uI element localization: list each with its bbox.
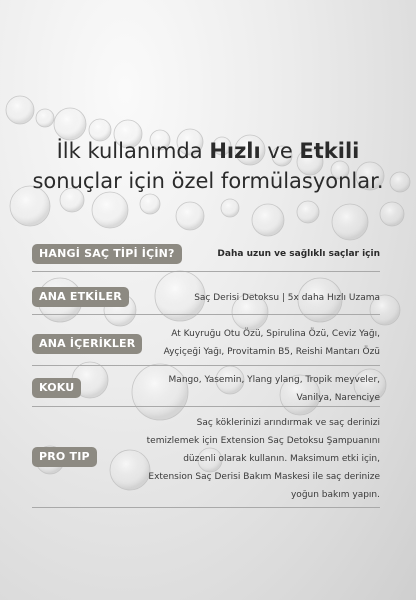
value-line: Saç Derisi Detoksu | 5x daha Hızlı Uzama (194, 293, 380, 303)
value-line: Extension Saç Derisi Bakım Maskesi ile saç derinize (148, 472, 380, 482)
headline-text: ve (260, 139, 300, 163)
row-value (194, 289, 380, 307)
value-line: Daha uzun ve sağlıklı saçlar için (217, 249, 380, 259)
headline-bold-fast: Hızlı (209, 139, 261, 163)
headline-text: İlk kullanımda (56, 139, 210, 163)
headline (0, 136, 416, 196)
value-line: Saç köklerinizi arındırmak ve saç derinizi (196, 418, 380, 428)
headline-line-1 (0, 136, 416, 166)
value-line: yoğun bakım yapın. (290, 490, 380, 500)
value-line: düzenli olarak kullanın. Maksimum etki için, (183, 454, 380, 464)
row-label: PRO TIP (32, 447, 97, 467)
row-label: ANA İÇERİKLER (32, 334, 142, 354)
row-label: ANA ETKİLER (32, 287, 129, 307)
row-hair-type (32, 241, 380, 272)
row-main-effects (32, 284, 380, 315)
value-line: Vanilya, Narenciye (296, 393, 380, 403)
row-value (169, 371, 380, 407)
row-label: HANGİ SAÇ TİPİ İÇİN? (32, 244, 182, 264)
value-line: Ayçiçeği Yağı, Provitamin B5, Reishi Mantarı Özü (163, 347, 380, 357)
value-line: temizlemek için Extension Saç Detoksu Şampuanını (146, 436, 380, 446)
row-value (147, 414, 380, 504)
row-value (217, 245, 380, 263)
row-pro-tip (32, 413, 380, 508)
headline-line-2: sonuçlar için özel formülasyonlar. (32, 169, 384, 193)
row-scent (32, 370, 380, 407)
row-main-ingredients (32, 323, 380, 366)
row-label: KOKU (32, 378, 81, 398)
value-line: At Kuyruğu Otu Özü, Spirulina Özü, Ceviz Yağı, (171, 329, 380, 339)
headline-bold-effective: Etkili (299, 139, 360, 163)
row-value (164, 325, 380, 361)
value-line: Mango, Yasemin, Ylang ylang, Tropik meyveler, (168, 375, 380, 385)
